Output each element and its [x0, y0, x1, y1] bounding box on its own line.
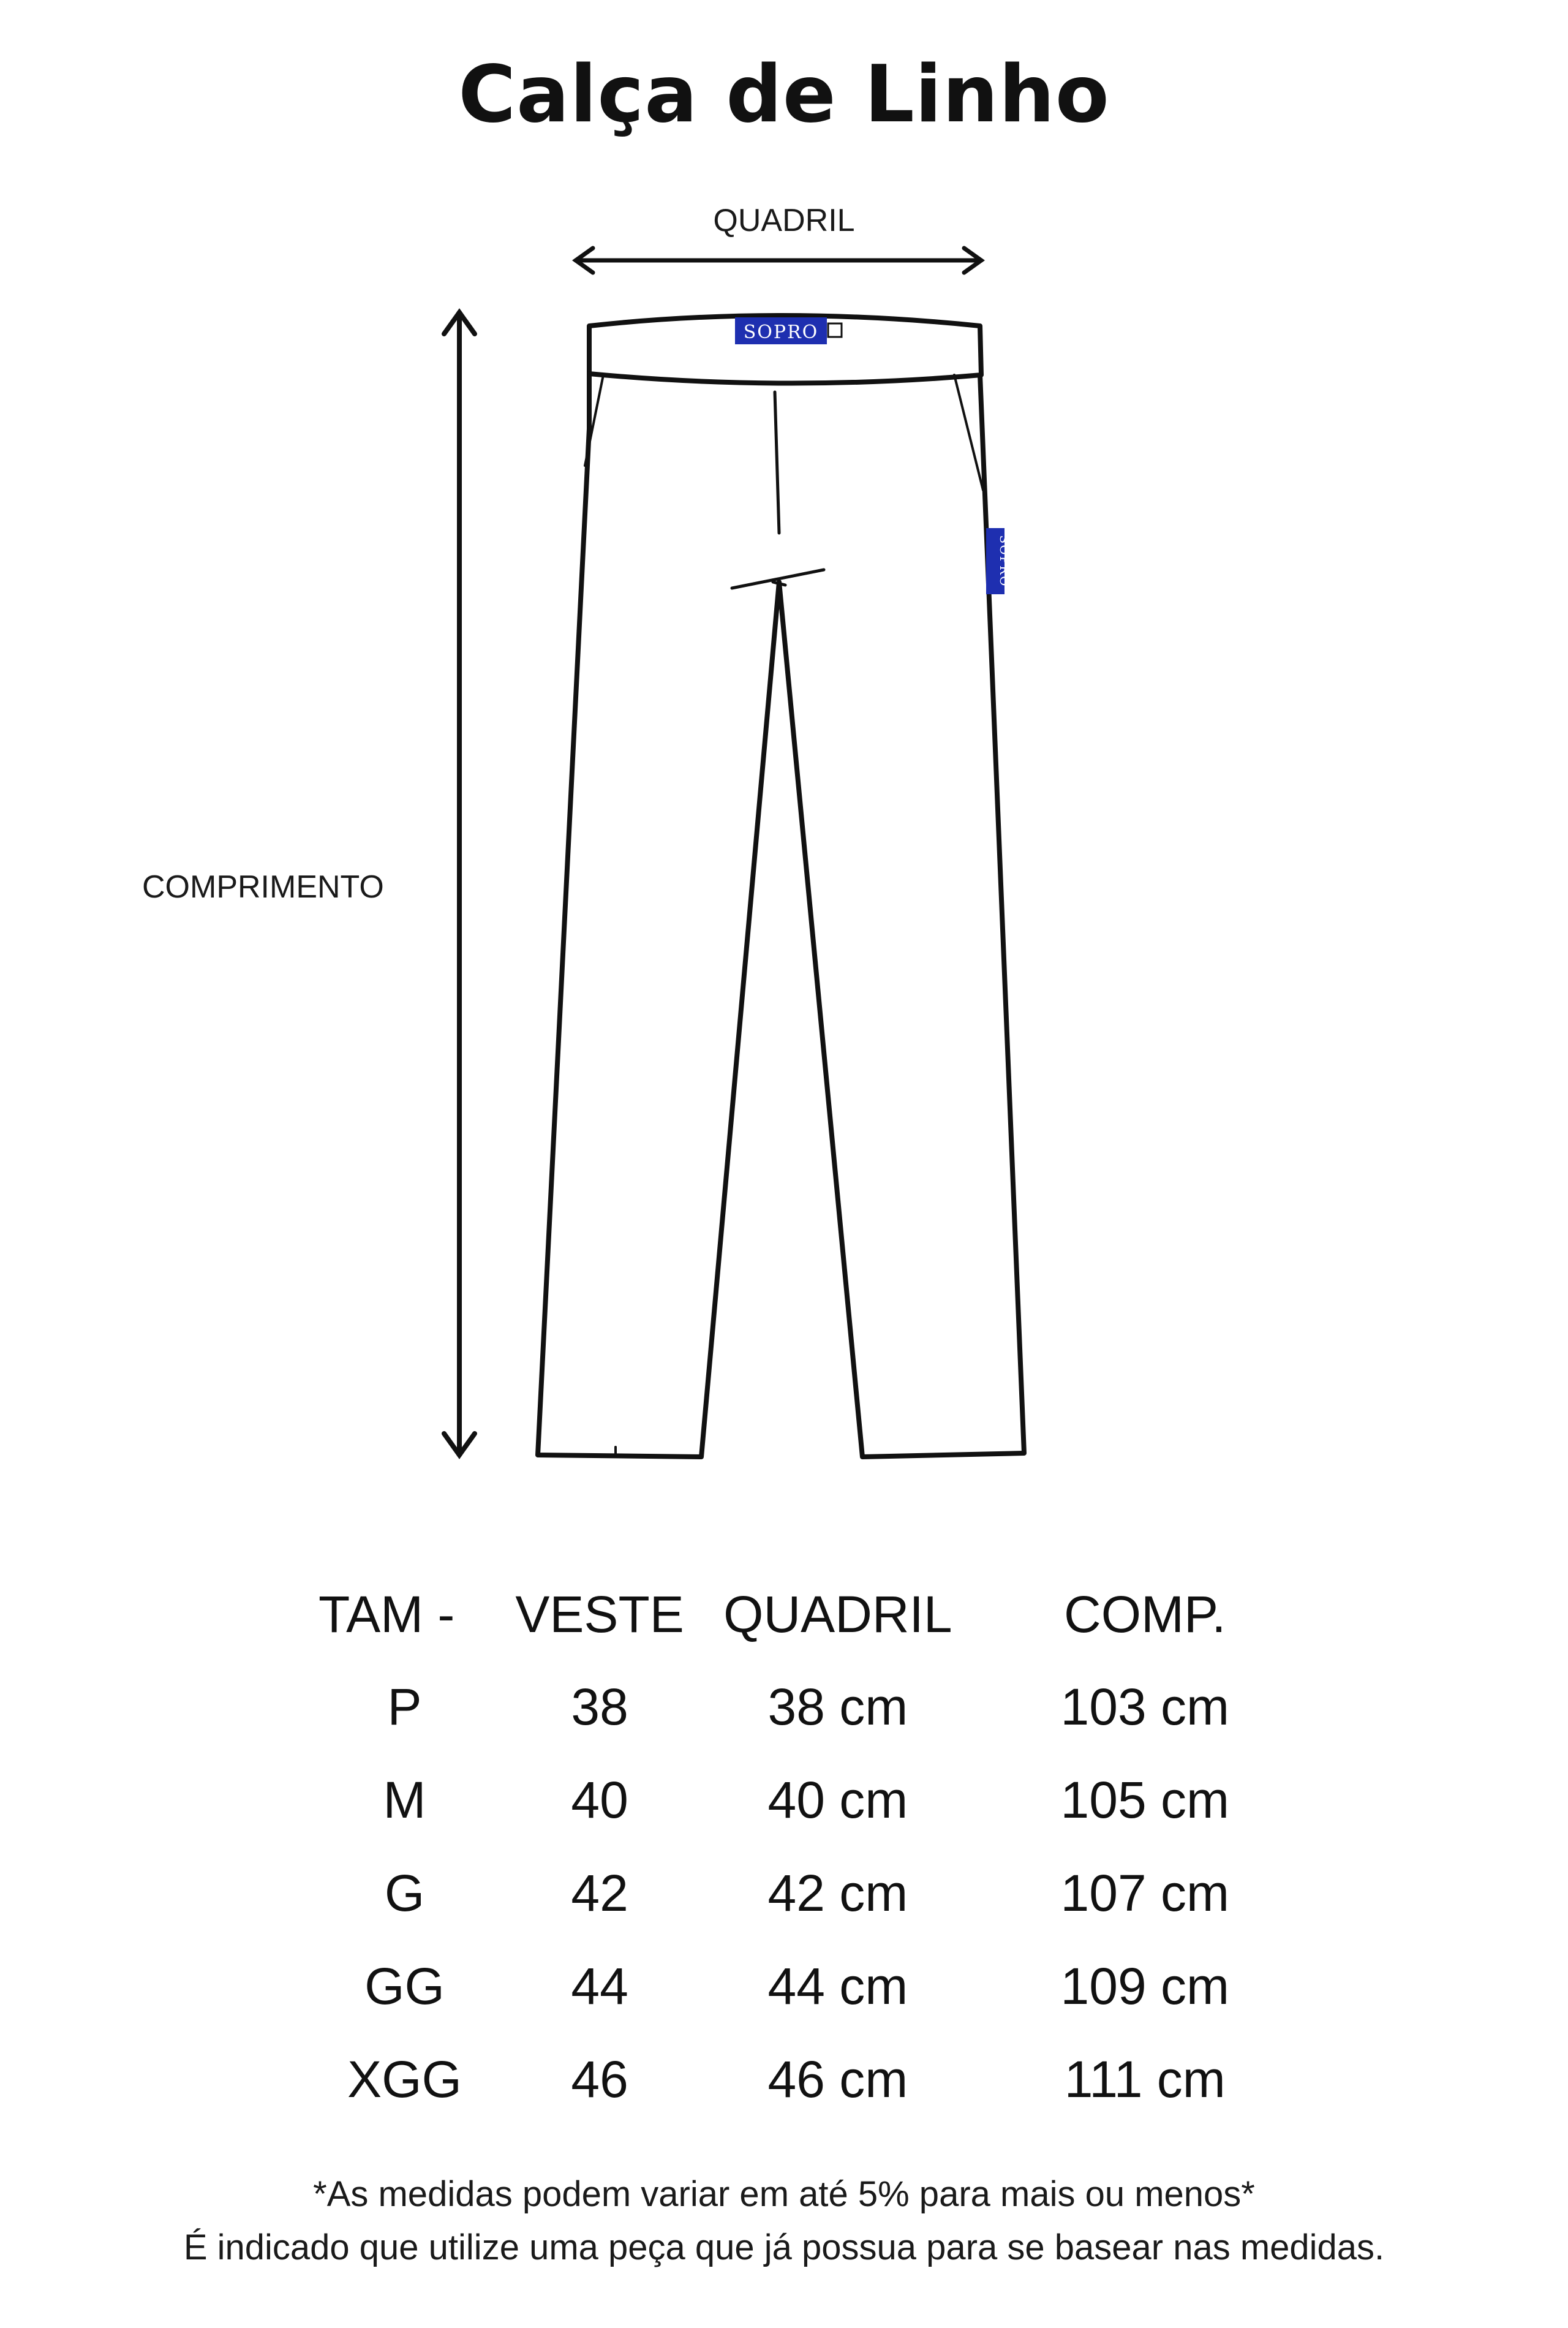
hip-cell: 44 cm	[767, 1957, 908, 2015]
header-size: TAM -	[318, 1585, 455, 1643]
measurement-tip: É indicado que utilize uma peça que já possua para se basear nas medidas.	[183, 2228, 1385, 2267]
size-cell: XGG	[347, 2050, 462, 2108]
hip-cell: 46 cm	[767, 2050, 908, 2108]
brand-tag-text: SOPRO	[743, 322, 819, 343]
length-cell: 107 cm	[1060, 1864, 1230, 1922]
length-measure-label: COMPRIMENTO	[142, 869, 384, 905]
size-cell: P	[387, 1677, 422, 1736]
header-hip: QUADRIL	[723, 1585, 952, 1643]
size-table	[294, 1568, 1298, 2126]
measurement-disclaimer: *As medidas podem variar em até 5% para mais ou menos*	[313, 2174, 1255, 2214]
pants-outline	[538, 316, 1024, 1457]
table-header-row	[294, 1568, 1298, 1660]
length-cell: 103 cm	[1060, 1677, 1230, 1736]
length-cell: 109 cm	[1060, 1957, 1230, 2015]
fits-cell: 42	[571, 1864, 628, 1922]
length-arrow	[444, 312, 475, 1455]
fits-cell: 46	[571, 2050, 628, 2108]
side-brand-tag	[986, 528, 1012, 594]
hip-cell: 40 cm	[767, 1771, 908, 1829]
size-cell: GG	[364, 1957, 445, 2015]
hip-arrow	[576, 248, 981, 273]
hip-measure-label: QUADRIL	[713, 203, 855, 238]
table-row	[294, 1846, 1298, 1940]
page-title: Calça de Linho	[458, 49, 1110, 140]
fits-cell: 38	[571, 1677, 628, 1736]
table-row	[294, 1753, 1298, 1846]
size-cell: G	[384, 1864, 425, 1922]
waist-brand-tag	[735, 317, 842, 344]
length-cell: 111 cm	[1064, 2050, 1226, 2108]
header-fits: VESTE	[515, 1585, 684, 1643]
header-length: COMP.	[1064, 1585, 1226, 1643]
table-row	[294, 2033, 1298, 2126]
fits-cell: 44	[571, 1957, 628, 2015]
table-row	[294, 1940, 1298, 2033]
hip-cell: 38 cm	[767, 1677, 908, 1736]
table-row	[294, 1660, 1298, 1753]
fits-cell: 40	[571, 1771, 628, 1829]
hip-cell: 42 cm	[767, 1864, 908, 1922]
length-cell: 105 cm	[1060, 1771, 1230, 1829]
side-tag-text: SOPRO	[997, 535, 1012, 588]
size-cell: M	[383, 1771, 426, 1829]
